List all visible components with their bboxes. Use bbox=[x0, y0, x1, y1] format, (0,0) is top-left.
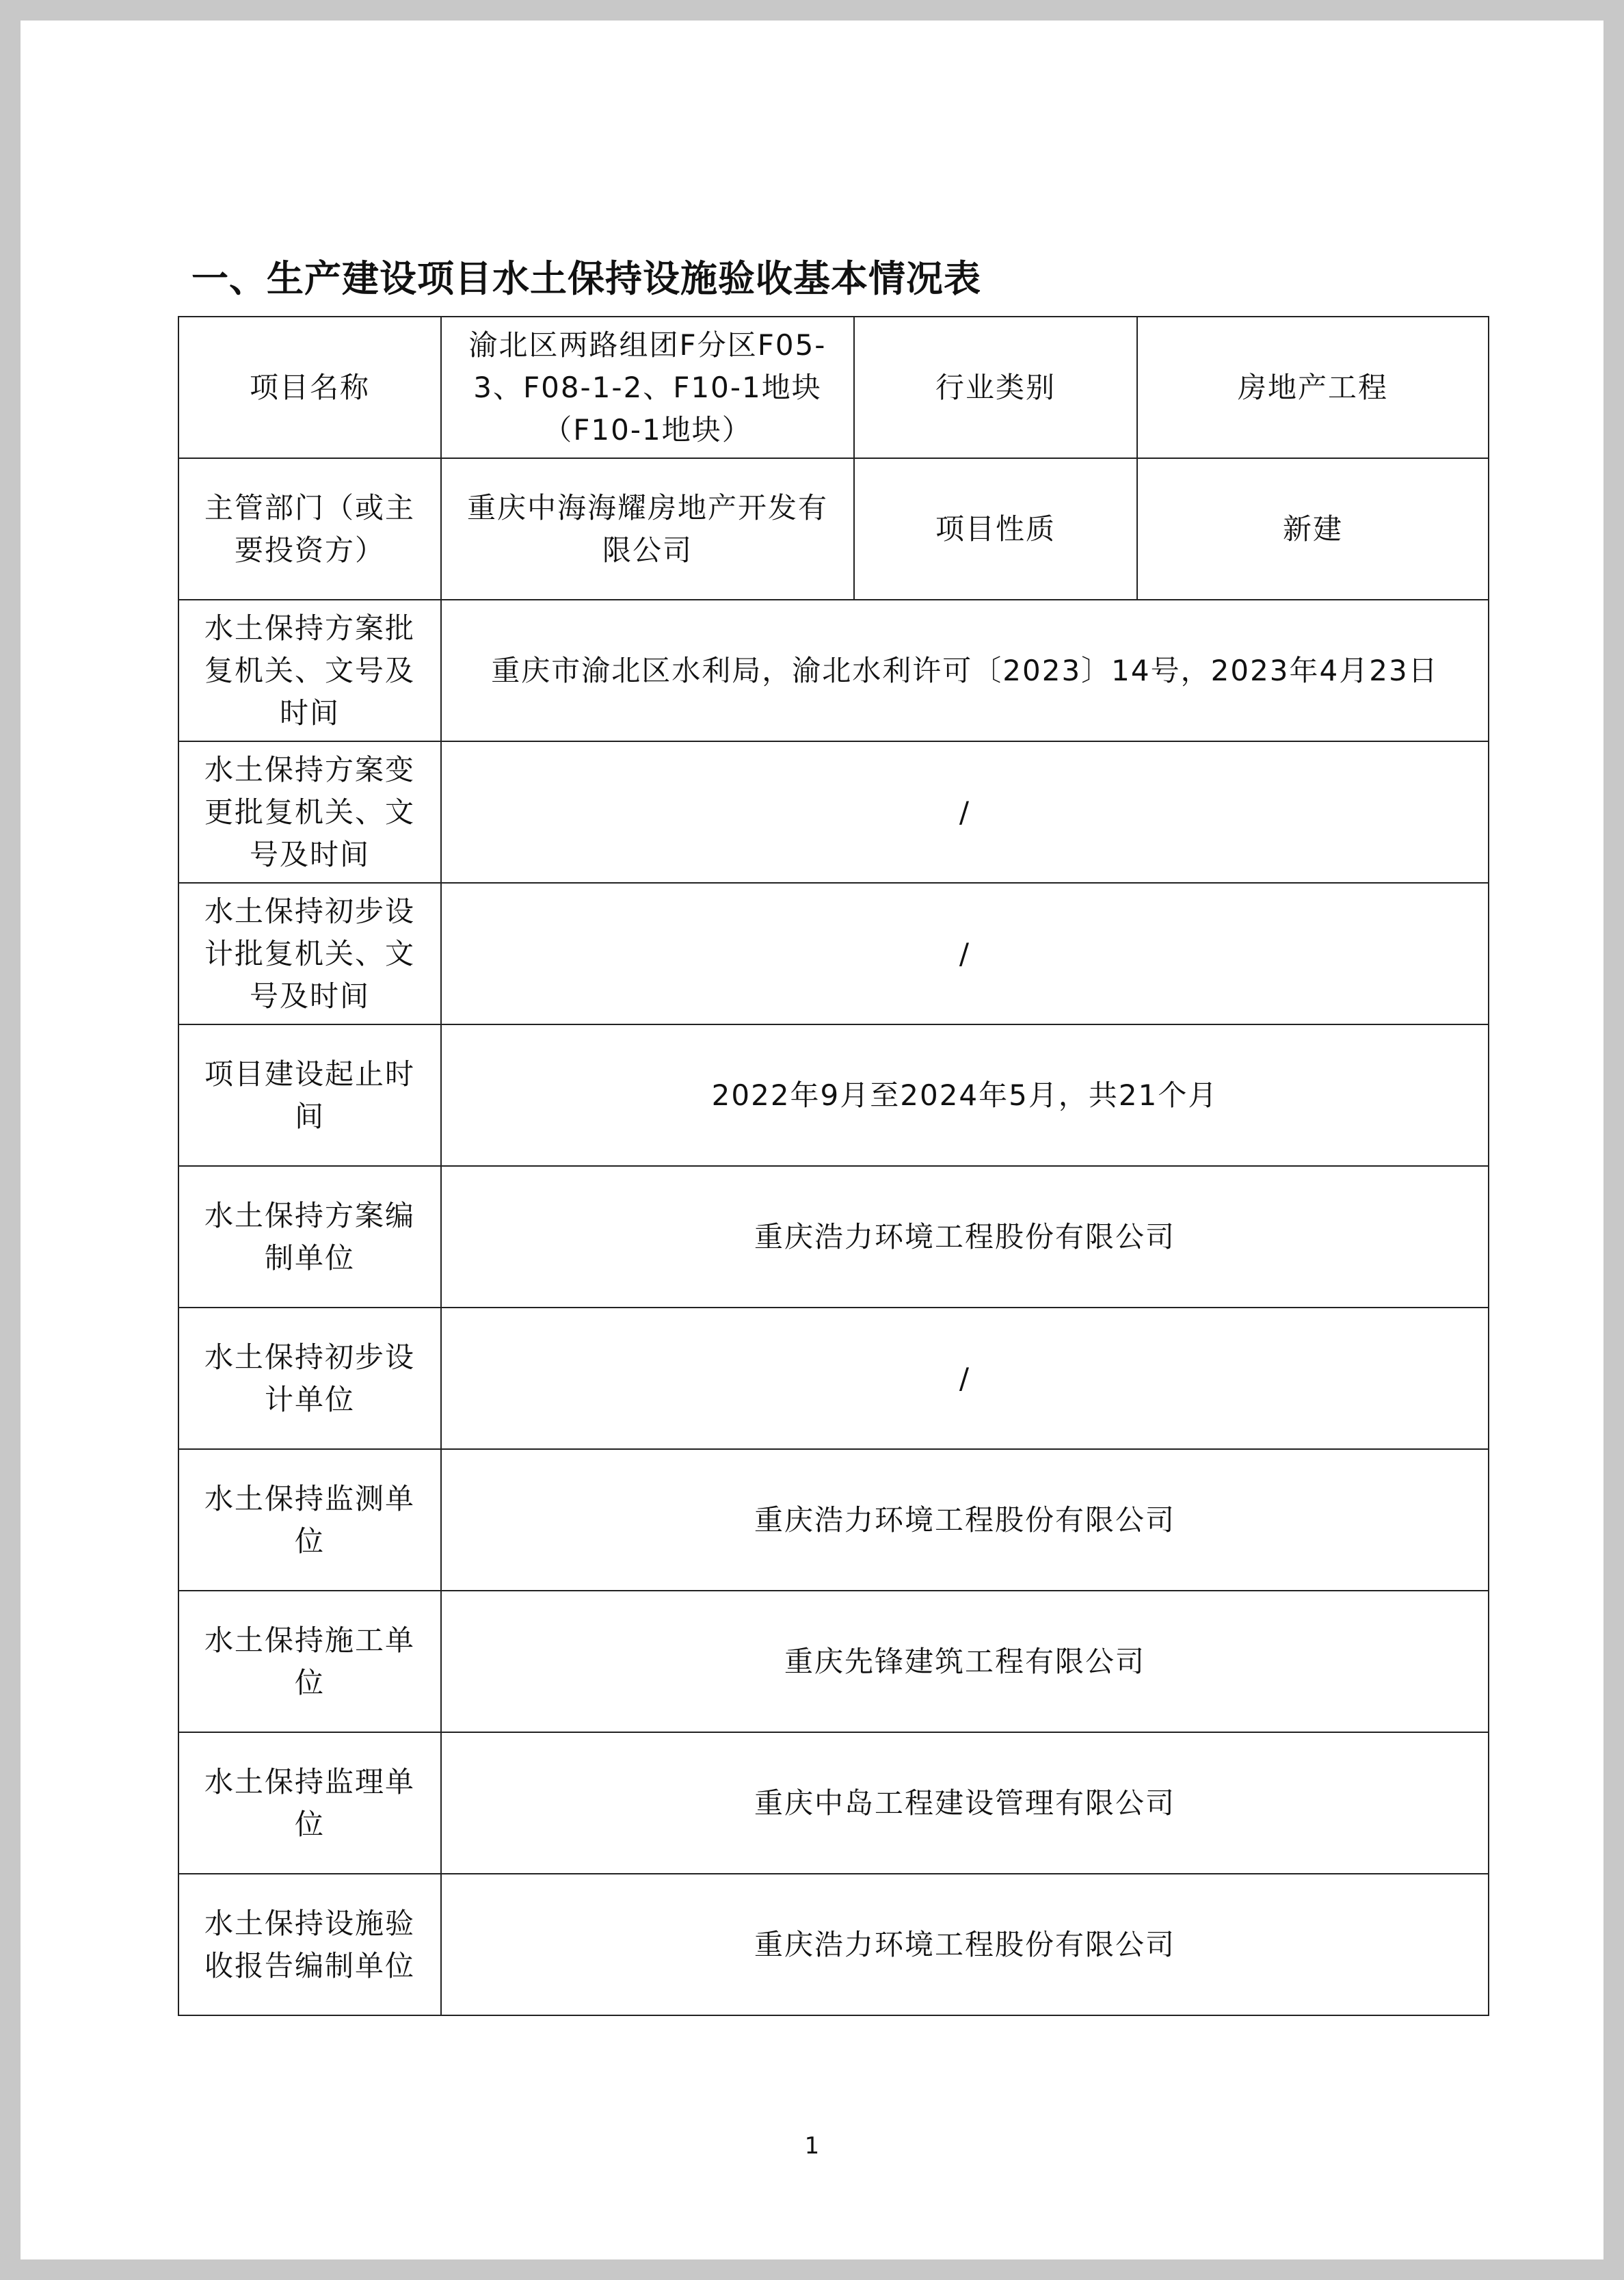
value-preliminary-design-unit: / bbox=[441, 1308, 1489, 1449]
label-plan-change-approval: 水土保持方案变更批复机关、文号及时间 bbox=[178, 741, 441, 883]
table-row bbox=[178, 317, 1489, 458]
label-monitoring-unit: 水土保持监测单位 bbox=[178, 1449, 441, 1591]
label-preliminary-design-approval: 水土保持初步设计批复机关、文号及时间 bbox=[178, 883, 441, 1024]
value-acceptance-report-compiler: 重庆浩力环境工程股份有限公司 bbox=[441, 1874, 1489, 2015]
label-construction-period: 项目建设起止时间 bbox=[178, 1024, 441, 1166]
value-plan-approval: 重庆市渝北区水利局，渝北水利许可〔2023〕14号，2023年4月23日 bbox=[441, 600, 1489, 741]
label-construction-unit: 水土保持施工单位 bbox=[178, 1591, 441, 1732]
value-project-name: 渝北区两路组团F分区F05-3、F08-1-2、F10-1地块（F10-1地块） bbox=[441, 317, 854, 458]
table-row bbox=[178, 883, 1489, 1024]
page-title: 一、生产建设项目水土保持设施验收基本情况表 bbox=[191, 257, 981, 300]
table-row bbox=[178, 1874, 1489, 2015]
label-project-name: 项目名称 bbox=[178, 317, 441, 458]
label-project-nature: 项目性质 bbox=[854, 458, 1137, 600]
value-plan-change-approval: / bbox=[441, 741, 1489, 883]
value-construction-period: 2022年9月至2024年5月，共21个月 bbox=[441, 1024, 1489, 1166]
value-supervision-unit: 重庆中岛工程建设管理有限公司 bbox=[441, 1732, 1489, 1874]
value-industry-category: 房地产工程 bbox=[1137, 317, 1489, 458]
table-row bbox=[178, 1732, 1489, 1874]
value-project-nature: 新建 bbox=[1137, 458, 1489, 600]
table-row bbox=[178, 1308, 1489, 1449]
document-page bbox=[21, 21, 1603, 2259]
value-competent-department: 重庆中海海耀房地产开发有限公司 bbox=[441, 458, 854, 600]
label-preliminary-design-unit: 水土保持初步设计单位 bbox=[178, 1308, 441, 1449]
table-row bbox=[178, 458, 1489, 600]
table-row bbox=[178, 1591, 1489, 1732]
basic-info-table bbox=[178, 316, 1489, 2016]
value-preliminary-design-approval: / bbox=[441, 883, 1489, 1024]
value-monitoring-unit: 重庆浩力环境工程股份有限公司 bbox=[441, 1449, 1489, 1591]
label-industry-category: 行业类别 bbox=[854, 317, 1137, 458]
label-acceptance-report-compiler: 水土保持设施验收报告编制单位 bbox=[178, 1874, 441, 2015]
value-plan-compiler: 重庆浩力环境工程股份有限公司 bbox=[441, 1166, 1489, 1308]
label-competent-department: 主管部门（或主要投资方） bbox=[178, 458, 441, 600]
label-supervision-unit: 水土保持监理单位 bbox=[178, 1732, 441, 1874]
table-row bbox=[178, 1449, 1489, 1591]
page-number: 1 bbox=[804, 2132, 820, 2160]
table-row bbox=[178, 1166, 1489, 1308]
label-plan-compiler: 水土保持方案编制单位 bbox=[178, 1166, 441, 1308]
table-row bbox=[178, 741, 1489, 883]
table-row bbox=[178, 1024, 1489, 1166]
table-row bbox=[178, 600, 1489, 741]
value-construction-unit: 重庆先锋建筑工程有限公司 bbox=[441, 1591, 1489, 1732]
label-plan-approval: 水土保持方案批复机关、文号及时间 bbox=[178, 600, 441, 741]
